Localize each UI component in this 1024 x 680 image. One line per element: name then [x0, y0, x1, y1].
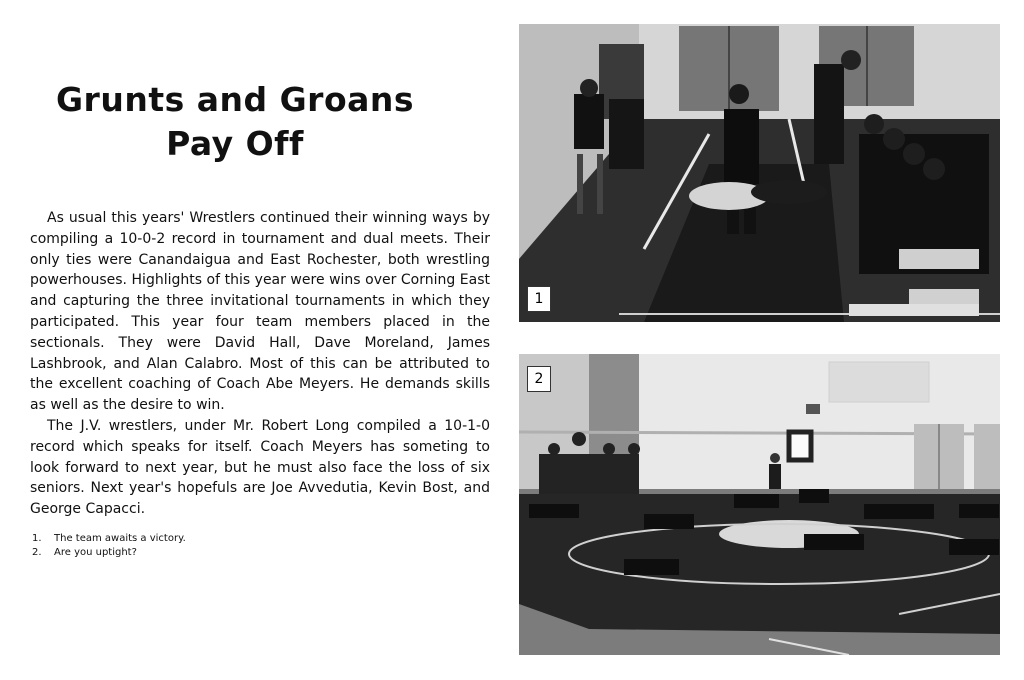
caption-2	[32, 546, 332, 560]
photo-2-number-badge: 2	[527, 366, 551, 392]
photo-captions	[32, 532, 332, 560]
photo-1-image	[519, 24, 1000, 322]
caption-1	[32, 532, 332, 546]
caption-1-text: The team awaits a victory.	[54, 533, 186, 544]
caption-1-number: 1.	[32, 533, 42, 544]
paragraph-2: The J.V. wrestlers, under Mr. Robert Long compiled a 10-1-0 record which speaks for itself. Coach Meyers has someting to look forward to next year, but he must also face the loss of six seniors. Next year's hopefuls are Joe Avvedutia, Kevin Bost, and George Capacci.	[30, 417, 490, 518]
photo-are-you-uptight	[519, 354, 1000, 655]
paragraph-1: As usual this years' Wrestlers continued their winning ways by compiling a 10-0-2 record in tournament and dual meets. Their only ties were Canandaigua and East Rochester, both wrestling powerhouses. Highlights of this year were wins over Corning East and capturing the three invitational tournaments in which they participated. This year four team members placed in the sectionals. They were David Hall, Dave Moreland, James Lashbrook, and Alan Calabro. Most of this can be attributed to the excellent coaching of Coach Abe Meyers. He demands skills as well as the desire to win.	[30, 210, 490, 414]
article-title	[30, 78, 440, 166]
article-body	[30, 208, 490, 520]
caption-2-number: 2.	[32, 547, 42, 558]
photo-2-image	[519, 354, 1000, 655]
photo-1-number-badge: 1	[527, 286, 551, 312]
caption-2-text: Are you uptight?	[54, 547, 137, 558]
title-line-1: Grunts and Groans	[55, 80, 415, 119]
photo-team-awaits	[519, 24, 1000, 322]
title-line-2: Pay Off	[166, 124, 304, 163]
